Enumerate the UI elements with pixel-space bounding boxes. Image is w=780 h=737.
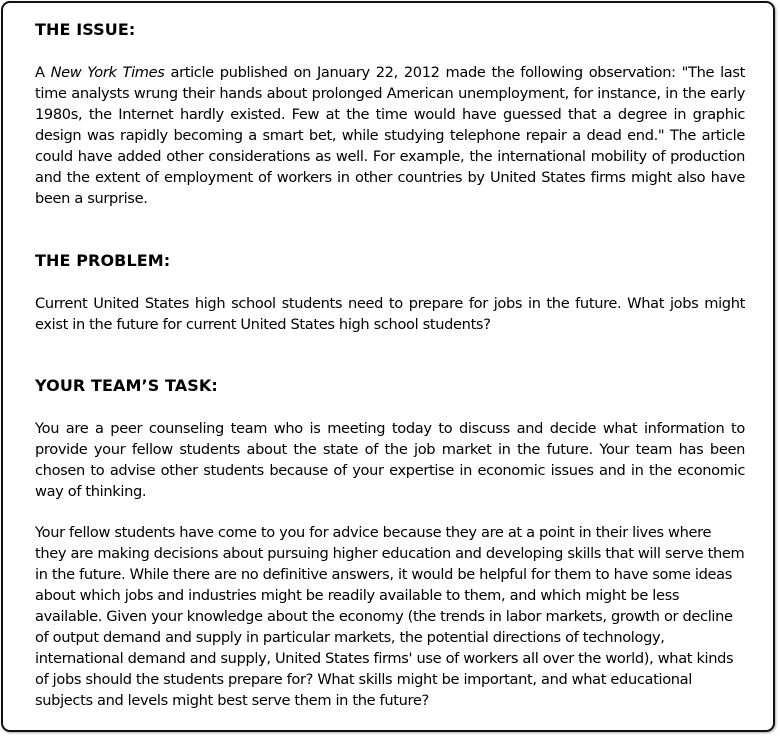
task-heading: YOUR TEAM’S TASK: bbox=[35, 376, 218, 395]
issue-paragraph bbox=[35, 62, 745, 209]
task-paragraph-1: You are a peer counseling team who is meeting today to discuss and decide what information to provide your fellow students about the state of the job market in the future. Your team has been chosen to advise other students because of your expertise in economic issues and in the economic way of thinking. bbox=[35, 420, 745, 500]
newspaper-title: New York Times bbox=[50, 64, 165, 81]
document-content bbox=[35, 14, 745, 711]
issue-heading: THE ISSUE: bbox=[35, 20, 136, 39]
issue-paragraph-lead: A bbox=[35, 64, 51, 81]
issue-paragraph-body: article published on January 22, 2012 made the following observation: "The last time analysts wrung their hands about prolonged American unemployment, for instance, in the early 1980s, the Internet hardly existed. Few at the time would have guessed that a degree in graphic design was rapidly becoming a smart bet, while studying telephone repair a dead end." The article could have added other considerations as well. For example, the international mobility of production and the extent of employment of workers in other countries by United States firms might also have been a surprise. bbox=[35, 64, 745, 207]
problem-paragraph: Current United States high school students need to prepare for jobs in the future. What jobs might exist in the future for current United States high school students? bbox=[35, 295, 745, 333]
problem-heading: THE PROBLEM: bbox=[35, 251, 171, 270]
task-paragraph-2: Your fellow students have come to you for advice because they are at a point in their lives where they are making decisions about pursuing higher education and developing skills that will serve them in the future. While there are no definitive answers, it would be helpful for them to have some ideas about which jobs and industries might be readily available to them, and which might be less available. Given your knowledge about the economy (the trends in labor markets, growth or decline of output demand and supply in particular markets, the potential directions of technology, international demand and supply, United States firms' use of workers all over the world), what kinds of jobs should the students prepare for? What skills might be important, and what educational subjects and levels might best serve them in the future? bbox=[35, 524, 745, 709]
